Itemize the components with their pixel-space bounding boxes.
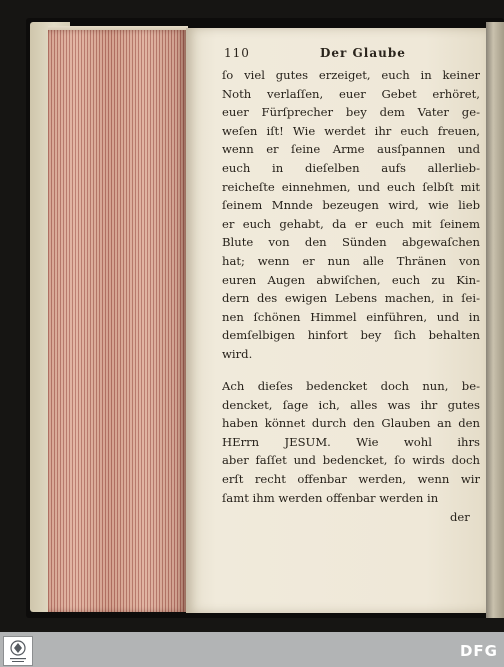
text-line: reicheſte einnehmen, und euch ſelbſt mit <box>222 179 480 194</box>
paragraph-2 <box>222 377 480 507</box>
text-line: haben könnet durch den Glauben an den <box>222 416 480 431</box>
facing-page-strip <box>486 22 504 618</box>
text-line: wird. <box>222 346 253 361</box>
running-title: Der Glaube <box>320 46 406 60</box>
text-line: euch in dieſelben aufs allerlieb- <box>222 160 480 175</box>
library-seal-icon[interactable] <box>3 636 33 666</box>
text-line: dencket, ſage ich, alles was ihr gutes <box>222 397 480 412</box>
text-line: erſt recht offenbar werden, wenn wir <box>222 471 480 486</box>
catchword: der <box>450 510 470 524</box>
text-line: HErrn JESUM. Wie wohl ihrs <box>222 434 480 449</box>
text-line: ſamt ihm werden offenbar werden in <box>222 490 439 505</box>
dfg-logo[interactable]: DFG <box>459 642 498 660</box>
text-line: dern des ewigen Lebens machen, in ſei- <box>222 291 480 306</box>
text-line: euren Augen abwiſchen, euch zu Kin- <box>222 272 480 287</box>
text-line: Noth verlaſſen, euer Gebet erhöret, <box>222 86 480 101</box>
text-line: weſen iſt! Wie werdet ihr euch freuen, <box>222 123 480 138</box>
text-line: Ach dieſes bedencket doch nun, be- <box>222 379 480 393</box>
text-line: euer Fürſprecher bey dem Vater ge- <box>222 105 480 120</box>
text-line: aber faſſet und bedencket, ſo wirds doch <box>222 453 480 468</box>
text-line: Blute von den Sünden abgewaſchen <box>222 235 480 250</box>
page-number: 110 <box>224 46 250 60</box>
running-head <box>224 46 484 64</box>
page-block-edges <box>48 30 186 612</box>
viewer-footer-bar <box>0 632 504 667</box>
text-line: nen ſchönen Himmel einführen, und in <box>222 309 480 324</box>
text-line: ſeinem Mnnde bezeugen wird, wie lieb <box>222 198 480 213</box>
text-line: ſo viel gutes erzeiget, euch in keiner <box>222 68 480 82</box>
text-line: er euch gehabt, da er euch mit ſeinem <box>222 216 480 231</box>
text-line: wenn er ſeine Arme ausſpannen und <box>222 142 480 157</box>
text-line: demſelbigen hinfort bey ſich behalten <box>222 328 480 343</box>
paragraph-1 <box>222 66 480 364</box>
text-line: hat; wenn er nun alle Thränen von <box>222 253 480 268</box>
